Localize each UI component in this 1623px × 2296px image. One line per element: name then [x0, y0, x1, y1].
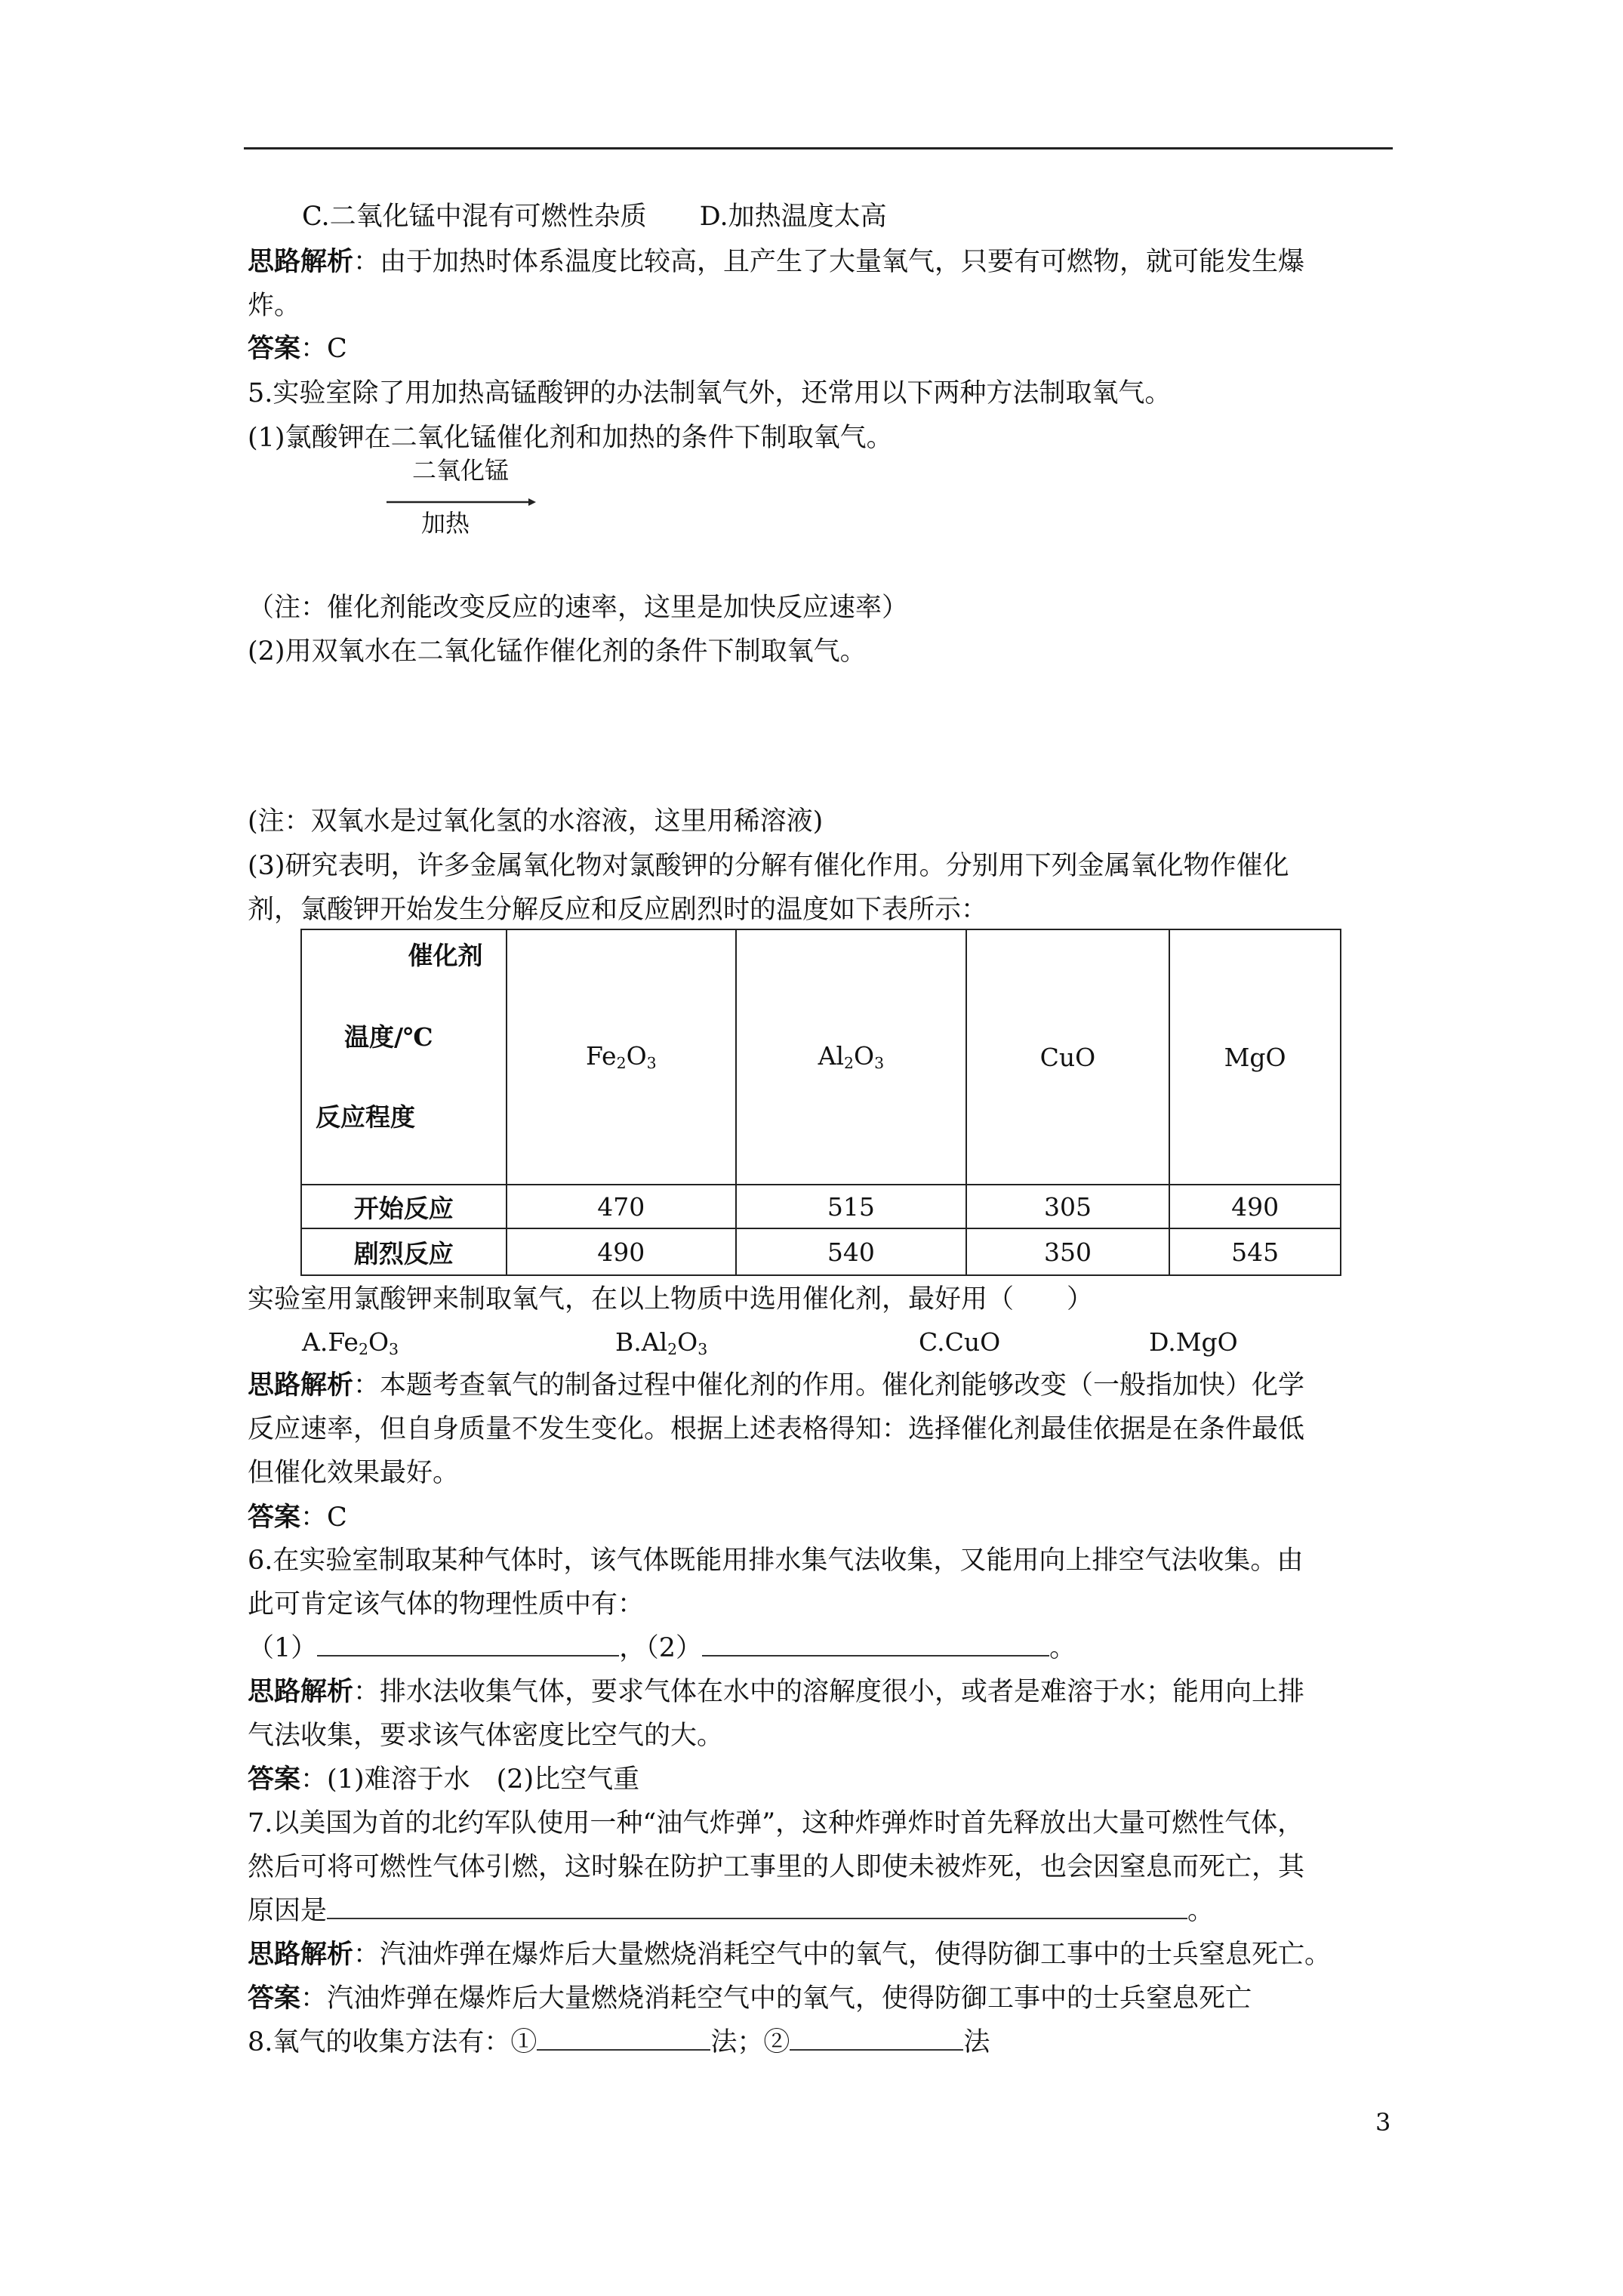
answer-line — [248, 1499, 347, 1536]
answer-label: 答案 — [248, 1983, 301, 2014]
answer-blank[interactable] — [702, 1629, 1049, 1657]
question-5-part-3-cont: 剂，氯酸钾开始发生分解反应和反应剧烈时的温度如下表所示： — [248, 895, 988, 925]
table-cell: 305 — [966, 1185, 1170, 1228]
analysis-label: 思路解析 — [248, 1939, 354, 1970]
question-5-part-2: (2)用双氧水在二氧化锰作催化剂的条件下制取氧气。 — [248, 636, 867, 667]
table-cell: 515 — [736, 1185, 966, 1228]
table-col-header: CuO — [966, 929, 1170, 1185]
answer-blank[interactable] — [327, 1892, 1187, 1919]
table-col-header: MgO — [1169, 929, 1341, 1185]
table-col-header: $Al_2O_3$ — [736, 929, 966, 1185]
analysis-line-cont: 反应速率，但自身质量不发生变化。根据上述表格得知：选择催化剂最佳依据是在条件最低 — [248, 1414, 1305, 1444]
question-7-stem-cont: 然后可将可燃性气体引燃，这时躲在防护工事里的人即使未被炸死，也会因窒息而死亡，其 — [248, 1852, 1305, 1882]
analysis-label: 思路解析 — [248, 1676, 354, 1707]
table-col-header: $Fe_2O_3$ — [507, 929, 737, 1185]
arrow-condition-top: 二氧化锰 — [411, 456, 509, 485]
answer-text: ：C — [300, 1502, 347, 1533]
answer-text: ：C — [300, 334, 347, 364]
question-5-ask: 实验室用氯酸钾来制取氧气，在以上物质中选用催化剂，最好用（ ） — [248, 1284, 1094, 1314]
answer-label: 答案 — [248, 1764, 301, 1795]
table-cell: 545 — [1169, 1228, 1341, 1275]
option-c: C.CuO — [919, 1327, 1001, 1357]
answer-blank[interactable] — [317, 1629, 619, 1657]
answer-label: 答案 — [248, 1502, 301, 1533]
note-2: (注：双氧水是过氧化氢的水溶液，这里用稀溶液) — [248, 806, 824, 837]
header-rule — [244, 147, 1393, 149]
catalyst-table — [300, 929, 1341, 1276]
answer-line — [248, 1761, 639, 1798]
table-header-row — [301, 929, 1341, 1185]
header-degree: 反应程度 — [316, 1102, 415, 1132]
question-5-stem: 5.实验室除了用加热高锰酸钾的办法制氧气外，还常用以下两种方法制取氧气。 — [248, 378, 1172, 408]
question-7-stem: 7.以美国为首的北约军队使用一种“油气炸弹”，这种炸弹炸时首先释放出大量可燃性气体， — [248, 1808, 1304, 1838]
option-line-c-d: C.二氧化锰中混有可燃性杂质 D.加热温度太高 — [302, 202, 887, 232]
answer-line — [248, 330, 347, 368]
answer-blank[interactable] — [537, 2023, 710, 2051]
answer-text: ：汽油炸弹在爆炸后大量燃烧消耗空气中的氧气，使得防御工事中的士兵窒息死亡 — [300, 1983, 1252, 2014]
question-6-stem-cont: 此可肯定该气体的物理性质中有： — [248, 1589, 645, 1620]
analysis-line — [248, 1936, 1331, 1974]
answer-line — [248, 1980, 1252, 2017]
header-temperature: 温度/℃ — [344, 1022, 433, 1052]
analysis-line — [248, 243, 1304, 281]
table-cell: 350 — [966, 1228, 1170, 1275]
row-label: 剧烈反应 — [301, 1228, 507, 1275]
analysis-text: ：汽油炸弹在爆炸后大量燃烧消耗空气中的氧气，使得防御工事中的士兵窒息死亡。 — [353, 1940, 1332, 1970]
row-label: 开始反应 — [301, 1185, 507, 1228]
answer-label: 答案 — [248, 333, 301, 364]
table-row — [301, 1185, 1341, 1228]
note-1: （注：催化剂能改变反应的速率，这里是加快反应速率） — [248, 593, 909, 623]
analysis-label: 思路解析 — [248, 1370, 354, 1401]
question-6-stem: 6.在实验室制取某种气体时，该气体既能用排水集气法收集，又能用向上排空气法收集。由 — [248, 1546, 1304, 1576]
answer-blank[interactable] — [790, 2023, 963, 2051]
option-b: $B.Al_2O_3$ — [615, 1327, 708, 1359]
table-corner-cell — [301, 929, 507, 1185]
table-row — [301, 1228, 1341, 1275]
table-cell: 490 — [1169, 1185, 1341, 1228]
question-5-part-1: (1)氯酸钾在二氧化锰催化剂和加热的条件下制取氧气。 — [248, 423, 893, 453]
option-d: D.MgO — [1149, 1327, 1238, 1357]
analysis-line — [248, 1367, 1304, 1404]
question-5-part-3: (3)研究表明，许多金属氧化物对氯酸钾的分解有催化作用。分别用下列金属氧化物作催化 — [248, 851, 1289, 881]
analysis-line-cont: 但催化效果最好。 — [248, 1458, 460, 1488]
arrow-condition-bottom: 加热 — [420, 509, 470, 538]
reaction-arrow — [385, 453, 536, 544]
page-number: 3 — [1375, 2108, 1391, 2137]
analysis-line — [248, 1673, 1304, 1711]
question-8-line: 8.氧气的收集方法有：① 法；② 法 — [248, 2023, 990, 2061]
option-a: $A.Fe_2O_3$ — [302, 1327, 399, 1359]
header-catalyst: 催化剂 — [408, 941, 483, 970]
analysis-text: ：排水法收集气体，要求气体在水中的溶解度很小，或者是难溶于水；能用向上排 — [353, 1677, 1305, 1707]
analysis-text: ：由于加热时体系温度比较高，且产生了大量氧气，只要有可燃物，就可能发生爆 — [353, 247, 1305, 277]
table-cell: 490 — [507, 1228, 737, 1275]
table-cell: 470 — [507, 1185, 737, 1228]
analysis-line-cont: 气法收集，要求该气体密度比空气的大。 — [248, 1721, 724, 1751]
analysis-line-cont: 炸。 — [248, 291, 301, 321]
question-6-blanks: （1） ，（2） 。 — [248, 1629, 1076, 1667]
analysis-label: 思路解析 — [248, 246, 354, 277]
question-7-blank-line: 原因是 。 — [248, 1892, 1214, 1930]
answer-text: ：(1)难溶于水 (2)比空气重 — [300, 1764, 640, 1795]
analysis-text: ：本题考查氧气的制备过程中催化剂的作用。催化剂能够改变（一般指加快）化学 — [353, 1370, 1305, 1401]
table-cell: 540 — [736, 1228, 966, 1275]
